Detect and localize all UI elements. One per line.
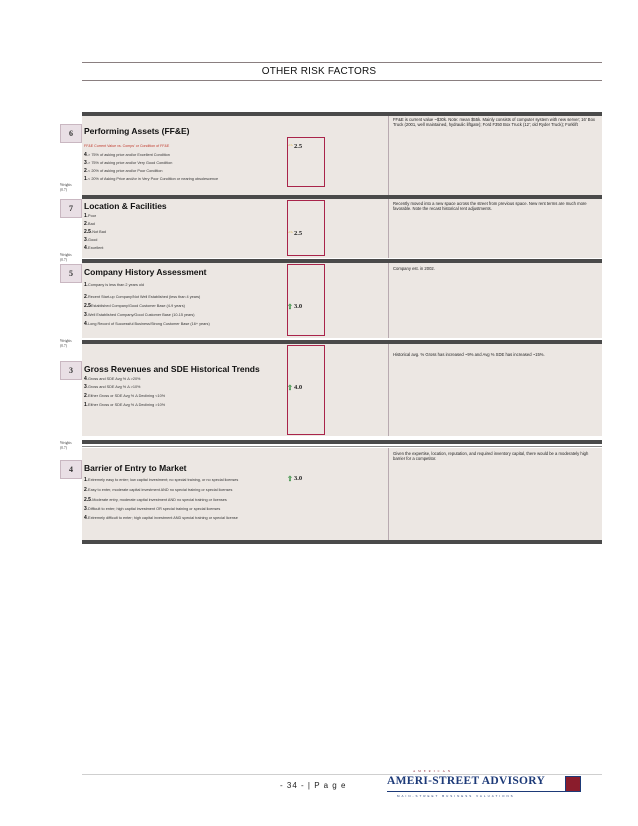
weights-label: Weights (0.7) (60, 183, 72, 192)
criteria-item: 3-Difficult to enter; high capital investment OR special training or special licenses (84, 506, 221, 512)
logo-main-text: AMERI-STREET ADVISORY (387, 775, 546, 787)
sideways-arrow-icon: ⇔ (287, 142, 294, 149)
criteria-item: 2.5Established Company/Good Customer Base (4-9 years) (84, 303, 185, 309)
section-number: 5 (60, 264, 82, 283)
criteria-item: 4-Excellent (84, 245, 104, 251)
section-note: Given the expertise, location, reputation, and required inventory capital, there would be a moderately high barrier for a competitor. (393, 451, 589, 462)
title-underline (82, 80, 602, 81)
logo-top-text: AMERICAN (413, 769, 454, 773)
criteria-item: 1-Company is less than 2 years old (84, 282, 144, 288)
up-arrow-icon: ⇧ (287, 304, 293, 311)
logo-sub-text: MAIN-STREET BUSINESS VALUATIONS (397, 794, 515, 798)
criteria-column (82, 116, 388, 195)
criteria-column (82, 448, 388, 540)
section-subtitle: FF&E Current Value vs. Comps' or Condition of FF&E (84, 144, 170, 148)
notes-column (388, 448, 603, 540)
score-box (287, 264, 325, 336)
criteria-item: 1-Either Gross or SDE Avg % Δ Declining >10% (84, 402, 166, 408)
score-value: 4.0 (294, 384, 303, 391)
section-divider (82, 440, 602, 444)
criteria-item: 3-Gross and SDE Avg % Δ >10% (84, 384, 141, 390)
section-number: 3 (60, 361, 82, 380)
criteria-column (82, 344, 388, 436)
score-value: 2.5 (294, 143, 303, 150)
notes-column (388, 116, 603, 195)
notes-column (388, 199, 603, 258)
section-number: 4 (60, 460, 82, 479)
criteria-item: 1-< 20% of Asking Price and/or in Very Poor Condition or nearing obsolescence (84, 176, 219, 182)
weights-label: Weights (0.7) (60, 253, 72, 262)
section-company-history (69, 263, 602, 338)
criteria-item: 1-Extremely easy to enter; low capital investment; no special training, or no special licenses (84, 477, 239, 483)
section-note: Company est. in 2002. (393, 266, 435, 271)
section-number: 6 (60, 124, 82, 143)
score-value: 3.0 (294, 303, 303, 310)
page-title: OTHER RISK FACTORS (261, 66, 377, 77)
criteria-column (82, 263, 388, 338)
weights-label: Weights (0.7) (60, 441, 72, 450)
logo-divider (387, 791, 567, 792)
flag-icon (565, 776, 581, 792)
criteria-item: 1-Poor (84, 213, 97, 219)
criteria-column (82, 199, 388, 258)
score-value: 3.0 (294, 475, 303, 482)
score-box (287, 200, 325, 256)
section-title: Gross Revenues and SDE Historical Trends (84, 364, 260, 374)
score-value: 2.5 (294, 230, 303, 237)
company-logo (383, 769, 581, 805)
criteria-item: 3-Good (84, 237, 98, 243)
criteria-item: 2-Bad (84, 221, 95, 227)
criteria-item: 4-Long Record of Successful Business/Strong Customer Base (16+ years) (84, 321, 210, 327)
sideways-arrow-icon: ⇔ (287, 229, 294, 236)
criteria-item: 2-Easy to enter, moderate capital investment AND no special training or special licenses (84, 487, 233, 493)
weights-label: Weights (0.7) (60, 339, 72, 348)
criteria-item: 2-< 20% of asking price and/or Poor Condition (84, 168, 163, 174)
section-location-facilities (69, 199, 602, 258)
criteria-item: 2-Recent Start-up Company/Not Well Established (less than 4 years) (84, 294, 201, 300)
up-arrow-icon: ⇧ (287, 385, 293, 392)
section-title: Performing Assets (FF&E) (84, 126, 190, 136)
up-arrow-icon: ⇧ (287, 476, 293, 483)
section-title: Location & Facilities (84, 201, 167, 211)
section-divider-thin (82, 446, 602, 447)
section-divider (82, 540, 602, 544)
section-gross-revenues (69, 344, 602, 436)
top-rule (82, 62, 602, 63)
criteria-item: 3-> 75% of asking price and/or Very Good Condition (84, 160, 173, 166)
criteria-item: 4-> 75% of asking price and/or Excellent Condition (84, 152, 170, 158)
section-note: Historical avg. % Gross has increased ~9% and Avg % SDE has increased ~15%. (393, 352, 545, 357)
section-performing-assets (69, 116, 602, 195)
section-note: FF&E is current value ~$30k. Note: mean $55k. Mainly consists of computer system with new server; 16' Box Truck (2001, well maintained, hydraulic liftgate); Ford F350 Box Truck (12'; old Ryder Truck); Forklift (393, 117, 595, 128)
criteria-item: 2.5-Not Bad (84, 229, 106, 235)
page-number: - 34 - | P a g e (280, 781, 347, 790)
criteria-item: 2-Either Gross or SDE Avg % Δ Declining <10% (84, 393, 166, 399)
criteria-item: 2.5-Moderate entry, moderate capital investment AND no special training or licenses (84, 497, 227, 503)
notes-column (388, 263, 603, 338)
criteria-item: 4-Gross and SDE Avg % Δ >20% (84, 376, 141, 382)
section-title: Barrier of Entry to Market (84, 463, 187, 473)
section-title: Company History Assessment (84, 267, 207, 277)
section-number: 7 (60, 199, 82, 218)
notes-column (388, 344, 603, 436)
section-barrier-of-entry (69, 448, 602, 540)
section-note: Recently moved into a new space across the street from previous space. New rent terms are much more favorable. Note the recast historical rent adjustments. (393, 201, 587, 212)
criteria-item: 3-Well Established Company/Good Customer Base (10-15 years) (84, 312, 195, 318)
criteria-item: 4-Extremely difficult to enter; high capital investment AND special training or special license (84, 515, 238, 521)
